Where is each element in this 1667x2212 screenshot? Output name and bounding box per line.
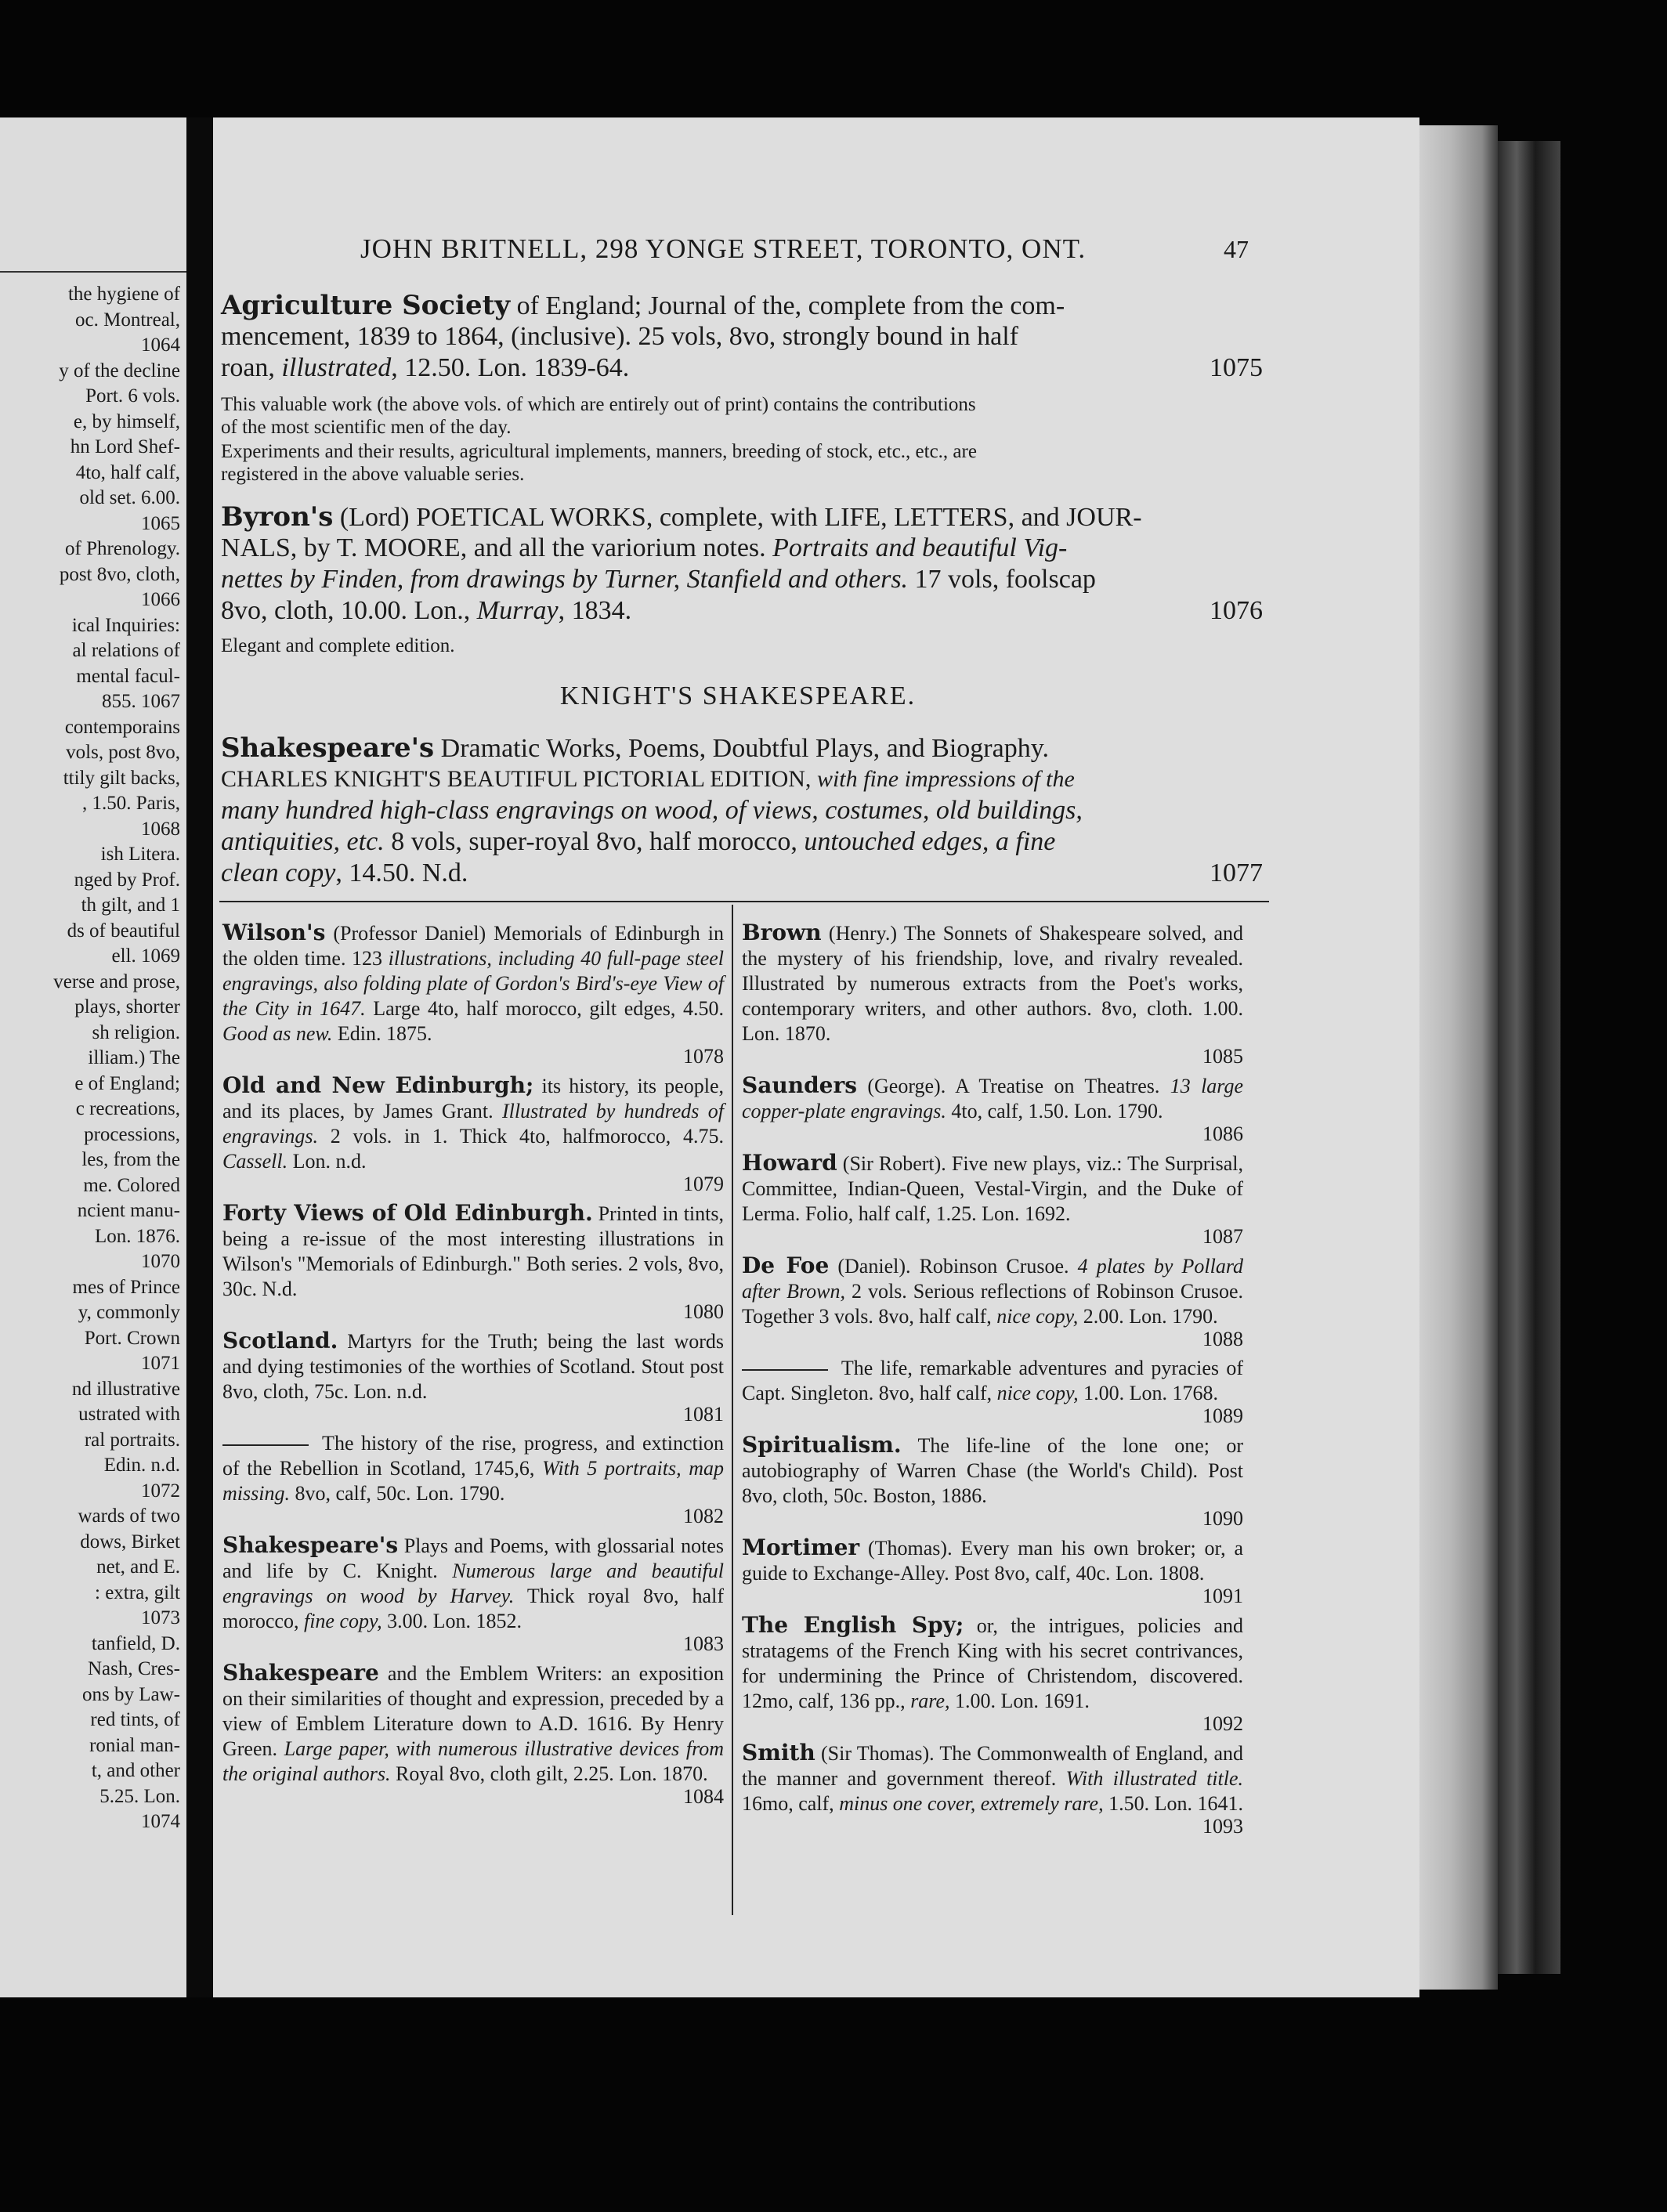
item-number: 1078 [683, 1045, 724, 1068]
facing-page-line: 1074 [141, 1811, 180, 1832]
entry-italic: many hundred high-class engravings on wood, of views, costumes, old buildings, [221, 796, 1083, 825]
item-number: 1076 [1210, 596, 1263, 625]
entry-text: 2 vols. in 1. Thick 4to, halfmorocco, 4.75. [318, 1125, 724, 1148]
entry-italic: nettes by Finden, from drawings by Turner, Stanfield and others. [221, 565, 909, 594]
facing-page-line: 4to, half calf, [75, 461, 180, 483]
facing-page-line: mental facul- [76, 665, 180, 687]
facing-page-line: c recreations, [75, 1098, 180, 1119]
facing-page-line: 855. 1067 [102, 691, 180, 712]
catalogue-entry [742, 1535, 1243, 1607]
entry-1077-line5 [221, 858, 1263, 889]
entry-1075 [221, 290, 1263, 322]
facing-page-line: verse and prose, [53, 970, 180, 992]
entry-text: , 1834. [558, 596, 632, 625]
entry-italic: Good as new. [222, 1022, 333, 1045]
entry-1076-line2 [221, 533, 1263, 564]
entry-text: Dramatic Works, Poems, Doubtful Plays, and Biography. [434, 734, 1050, 763]
catalogue-entry [222, 1201, 724, 1322]
catalogue-entry [742, 1253, 1243, 1350]
item-number: 1086 [1202, 1122, 1243, 1145]
facing-page-line: 1072 [141, 1480, 180, 1502]
facing-page-line: ical Inquiries: [71, 614, 180, 636]
entry-italic: antiquities, etc. [221, 827, 385, 856]
entry-note: of the most scientific men of the day. [221, 417, 512, 438]
entry-heading: Old and New Edinburgh; [222, 1072, 534, 1098]
facing-page-line: y, commonly [78, 1302, 180, 1323]
facing-page-line: the hygiene of [67, 284, 180, 305]
catalogue-entry [222, 1431, 724, 1527]
entry-italic: nice copy, [996, 1305, 1079, 1328]
item-number: 1085 [1202, 1045, 1243, 1068]
facing-page-line: post 8vo, cloth, [59, 563, 180, 585]
entry-text: 3.00. Lon. 1852. [381, 1610, 522, 1632]
catalogue-entry [742, 920, 1243, 1067]
entry-italic: illustrated [281, 353, 392, 382]
item-number: 1088 [1202, 1328, 1243, 1350]
facing-page-line: , 1.50. Paris, [82, 793, 180, 814]
entry-italic: fine copy, [303, 1610, 382, 1632]
page-number: 47 [1224, 235, 1249, 263]
facing-page-line: y of the decline [59, 360, 180, 381]
entry-heading: Saunders [742, 1072, 857, 1098]
item-number: 1079 [683, 1173, 724, 1195]
facing-page-line: ronial man- [89, 1734, 180, 1756]
catalogue-entry [222, 920, 724, 1067]
facing-page-line: sh religion. [92, 1021, 180, 1043]
facing-page-line: 1066 [141, 589, 180, 610]
entry-heading: Spiritualism. [742, 1432, 902, 1458]
entry-italic: Illustrated by hundreds of engravings. [222, 1100, 724, 1148]
entry-text: , 12.50. Lon. 1839-64. [391, 353, 630, 382]
facing-page-line: 1071 [141, 1353, 180, 1374]
entry-text: of England; Journal of the, complete from the com- [510, 291, 1065, 320]
item-number: 1092 [1202, 1712, 1243, 1735]
facing-page-line: ustrated with [78, 1404, 180, 1425]
entry-1076-line4 [221, 595, 1263, 627]
entry-text: The history of the rise, progress, and extinction of the Rebellion in Scotland, 1745,6, [222, 1432, 724, 1480]
facing-page-line: old set. 6.00. [79, 487, 180, 508]
entry-text: mencement, 1839 to 1864, (inclusive). 25 vols, 8vo, strongly bound in half [221, 322, 1018, 351]
facing-page-line: processions, [84, 1123, 180, 1145]
entry-text: Martyrs for the Truth; being the last words and dying testimonies of the worthies of Scotland. Stout post 8vo, cloth, 75c. Lon. n.d. [222, 1330, 724, 1403]
catalogue-entry [222, 1073, 724, 1195]
ditto-dash [742, 1369, 828, 1371]
entry-heading: Forty Views of Old Edinburgh. [222, 1200, 593, 1226]
entry-heading: Mortimer [742, 1534, 860, 1560]
entry-heading: Shakespeare [222, 1660, 379, 1686]
entry-text: roan, [221, 353, 282, 382]
facing-page-line: t, and other [91, 1760, 180, 1781]
entry-1077-line2 [221, 764, 1263, 795]
facing-page-line: contemporains [64, 716, 180, 738]
facing-page-line: oc. Montreal, [75, 309, 180, 331]
facing-page-line: ds of beautiful [67, 920, 180, 942]
entry-heading: Byron's [221, 501, 334, 533]
facing-page-line: ish Litera. [100, 844, 180, 865]
item-number: 1093 [1202, 1815, 1243, 1838]
catalogue-page [213, 117, 1419, 1997]
facing-page-line: Edin. n.d. [103, 1455, 180, 1476]
entry-italic: minus one cover, extremely rare, [839, 1792, 1104, 1815]
entry-text: or, the intrigues, policies and stratagems of the French King with his secret contrivances, for undermining the Prince of Christendom, discovered. 12mo, calf, 136 pp., [742, 1614, 1243, 1712]
entry-heading: Smith [742, 1740, 815, 1766]
facing-page-rule [0, 271, 186, 273]
entry-text: its history, its people, and its places, by James Grant. [222, 1075, 724, 1122]
facing-page-line: ral portraits. [84, 1429, 180, 1451]
entry-heading: Agriculture Society [221, 290, 511, 321]
entry-note: registered in the above valuable series. [221, 464, 525, 485]
facing-page-line: vols, post 8vo, [66, 742, 180, 763]
facing-page-line: hn Lord Shef- [70, 436, 180, 457]
entry-text: Lon. n.d. [287, 1150, 367, 1173]
facing-page-line: Nash, Cres- [87, 1658, 180, 1679]
facing-page-line: : extra, gilt [95, 1581, 180, 1603]
entry-1076 [221, 501, 1263, 533]
entry-text: 17 vols, foolscap [908, 565, 1096, 594]
facing-page-line: 1073 [141, 1607, 180, 1628]
item-number: 1091 [1202, 1585, 1243, 1607]
facing-page-line: al relations of [72, 640, 180, 661]
entry-heading: Shakespeare's [221, 732, 435, 764]
entry-text: Edin. 1875. [332, 1022, 432, 1045]
item-number: 1077 [1210, 858, 1263, 887]
facing-page-line: les, from the [81, 1149, 180, 1170]
item-number: 1087 [1202, 1225, 1243, 1248]
entry-text: (George). A Treatise on Theatres. [857, 1075, 1170, 1097]
left-column [222, 920, 724, 1813]
facing-page-line: 1070 [141, 1251, 180, 1272]
entry-1075-line3 [221, 352, 1263, 384]
entry-italic: Large paper, with numerous illustrative devices from the original authors. [222, 1737, 725, 1785]
page-edges [1419, 125, 1498, 1990]
entry-italic: With illustrated title. [1065, 1767, 1244, 1790]
facing-page-line: red tints, of [90, 1709, 180, 1730]
entry-heading: The English Spy; [742, 1612, 964, 1638]
entry-text: 8 vols, super-royal 8vo, half morocco, [384, 827, 805, 856]
entry-text: (Daniel). Robinson Crusoe. [829, 1255, 1078, 1278]
entry-text: (Professor Daniel) Memorials of Edinburgh in the olden time. 123 [222, 922, 724, 970]
facing-page-line: Lon. 1876. [94, 1225, 180, 1247]
entry-text: (Lord) POETICAL WORKS, complete, with LIFE, LETTERS, and JOUR- [333, 503, 1142, 532]
entry-text: Printed in tints, being a re-issue of the most interesting illustrations in Wilson's "Memorials of Edinburgh." Both series. 2 vols, 8vo, 30c. N.d. [222, 1202, 724, 1300]
catalogue-entry [222, 1328, 724, 1425]
running-head: JOHN BRITNELL, 298 YONGE STREET, TORONTO, ONT. [360, 233, 1087, 264]
entry-italic: Murray [476, 596, 559, 625]
book-spine-edge [1498, 141, 1560, 1974]
catalogue-entry [222, 1533, 724, 1654]
entry-text: 1.00. Lon. 1691. [949, 1690, 1090, 1712]
facing-page-line: nd illustrative [71, 1378, 180, 1400]
facing-page-line: 1064 [141, 334, 180, 356]
item-number: 1081 [683, 1403, 724, 1426]
column-divider-horizontal [219, 901, 1269, 902]
facing-page-fragment [0, 117, 186, 1997]
facing-page-line: ttily gilt backs, [63, 767, 180, 789]
catalogue-entry [742, 1740, 1243, 1837]
entry-text: The life, remarkable adventures and pyracies of Capt. Singleton. 8vo, half calf, [742, 1357, 1243, 1404]
entry-heading: Shakespeare's [222, 1532, 399, 1558]
entry-text: (Thomas). Every man his own broker; or, a guide to Exchange-Alley. Post 8vo, calf, 40c. Lon. 1808. [742, 1537, 1243, 1585]
entry-text: CHARLES KNIGHT'S BEAUTIFUL PICTORIAL EDITION, [221, 766, 817, 792]
facing-page-line: th gilt, and 1 [81, 895, 180, 916]
facing-page-line: plays, shorter [74, 996, 180, 1017]
entry-italic: Numerous large and beautiful engravings on wood by Harvey. [222, 1560, 724, 1607]
catalogue-entry [742, 1433, 1243, 1529]
entry-text: and the Emblem Writers: an exposition on their similarities of thought and expression, preceded by a view of Emblem Literature down to A.D. 1616. By Henry Green. [222, 1662, 724, 1760]
facing-page-line: tanfield, D. [91, 1632, 180, 1654]
item-number: 1075 [1210, 353, 1263, 382]
entry-text: 2 vols. Serious reflections of Robinson Crusoe. Together 3 vols. 8vo, half calf, [742, 1280, 1243, 1328]
entry-italic: 13 large copper-plate engravings. [742, 1075, 1243, 1122]
entry-text: (Henry.) The Sonnets of Shakespeare solved, and the mystery of his friendship, love, and rivalry revealed. Illustrated by numerous extracts from the Poet's works, contemporary writers, and other authors. 8vo, cloth. 1.00. Lon. 1870. [742, 922, 1243, 1045]
entry-text: (Sir Thomas). The Commonwealth of England, and the manner and government thereof. [742, 1742, 1243, 1790]
item-number: 1082 [683, 1505, 724, 1527]
entry-text: , 14.50. N.d. [335, 858, 468, 887]
facing-page-line: e, by himself, [73, 410, 180, 432]
entry-text: Plays and Poems, with glossarial notes and life by C. Knight. [222, 1534, 724, 1582]
column-divider-vertical [732, 905, 733, 1915]
facing-page-line: 1068 [141, 818, 180, 840]
entry-text: 8vo, cloth, 10.00. Lon., [221, 596, 477, 625]
entry-text: 1.50. Lon. 1641. [1103, 1792, 1243, 1815]
entry-text: 16mo, calf, [742, 1792, 840, 1815]
item-number: 1083 [683, 1632, 724, 1655]
section-title: KNIGHT'S SHAKESPEARE. [559, 681, 917, 710]
facing-page-line: nged by Prof. [74, 869, 180, 891]
catalogue-entry [742, 1613, 1243, 1734]
facing-page-line: wards of two [78, 1505, 180, 1527]
entry-italic: untouched edges, a fine [804, 827, 1056, 856]
entry-heading: Scotland. [222, 1328, 338, 1354]
entry-italic: 4 plates by Pollard after Brown, [742, 1255, 1244, 1303]
entry-text: 8vo, calf, 50c. Lon. 1790. [289, 1482, 505, 1505]
entry-1076-line3 [221, 564, 1263, 595]
catalogue-entry [742, 1151, 1243, 1247]
facing-page-line: dows, Birket [80, 1531, 180, 1552]
entry-text: (Sir Robert). Five new plays, viz.: The Surprisal, Committee, Indian-Queen, Vestal-Virgin, and the Duke of Lerma. Folio, half calf, 1.25. Lon. 1692. [742, 1152, 1243, 1225]
entry-heading: Wilson's [222, 920, 326, 945]
entry-1075-line2 [221, 321, 1263, 352]
entry-text: Large 4to, half morocco, gilt edges, 4.50. [365, 997, 724, 1020]
book-gutter [186, 117, 213, 1997]
entry-text: 2.00. Lon. 1790. [1078, 1305, 1218, 1328]
item-number: 1090 [1202, 1507, 1243, 1530]
entry-text: 4to, calf, 1.50. Lon. 1790. [946, 1100, 1163, 1122]
catalogue-entry [742, 1073, 1243, 1144]
entry-italic: nice copy, [996, 1382, 1079, 1404]
entry-1077 [221, 732, 1263, 764]
facing-page-line: Port. Crown [84, 1327, 180, 1349]
facing-page-line: illiam.) The [88, 1047, 180, 1068]
entry-text: Royal 8vo, cloth gilt, 2.25. Lon. 1870. [390, 1762, 708, 1785]
catalogue-entry [222, 1661, 724, 1807]
entry-italic: with fine impressions of the [816, 766, 1075, 792]
facing-page-line: net, and E. [96, 1556, 180, 1578]
entry-italic: clean copy [221, 858, 336, 887]
entry-1077-line3 [221, 795, 1263, 826]
facing-page-line: ons by Law- [82, 1683, 180, 1705]
item-number: 1084 [683, 1785, 724, 1808]
item-number: 1080 [683, 1300, 724, 1323]
entry-text: 1.00. Lon. 1768. [1078, 1382, 1219, 1404]
facing-page-line: ell. 1069 [111, 945, 180, 967]
facing-page-line: ncient manu- [77, 1200, 180, 1221]
facing-page-line: mes of Prince [72, 1276, 180, 1298]
facing-page-line: of Phrenology. [65, 538, 180, 559]
facing-page-line: 1065 [141, 512, 180, 534]
facing-page-line: me. Colored [83, 1174, 180, 1196]
entry-note: Experiments and their results, agricultural implements, manners, breeding of stock, etc., etc., are [221, 441, 977, 462]
ditto-dash [222, 1444, 309, 1446]
entry-heading: Brown [742, 920, 822, 945]
facing-page-line: 5.25. Lon. [99, 1785, 180, 1807]
entry-text: The life-line of the lone one; or autobiography of Warren Chase (the World's Child). Post 8vo, cloth, 50c. Boston, 1886. [742, 1434, 1243, 1507]
facing-page-line: e of England; [74, 1072, 180, 1094]
entry-italic: rare, [910, 1690, 950, 1712]
entry-italic: Cassell. [222, 1150, 288, 1173]
entry-italic: With 5 portraits, map missing. [222, 1457, 724, 1505]
right-column [742, 920, 1243, 1843]
catalogue-entry [742, 1356, 1243, 1426]
entry-note: This valuable work (the above vols. of which are entirely out of print) contains the contributions [221, 394, 976, 415]
entry-heading: Howard [742, 1150, 837, 1176]
entry-note: Elegant and complete edition. [221, 635, 455, 656]
entry-text: Thick royal 8vo, half morocco, [222, 1585, 724, 1632]
entry-italic: Portraits and beautiful Vig- [772, 533, 1068, 562]
entry-heading: De Foe [742, 1252, 830, 1278]
facing-page-line: Port. 6 vols. [85, 385, 180, 407]
entry-italic: illustrations, including 40 full-page steel engravings, also folding plate of Gordon's Bird's-eye View of the City in 1647. [222, 947, 724, 1020]
entry-1077-line4 [221, 826, 1263, 858]
item-number: 1089 [1202, 1404, 1243, 1427]
entry-text: NALS, by T. MOORE, and all the variorium notes. [221, 533, 773, 562]
